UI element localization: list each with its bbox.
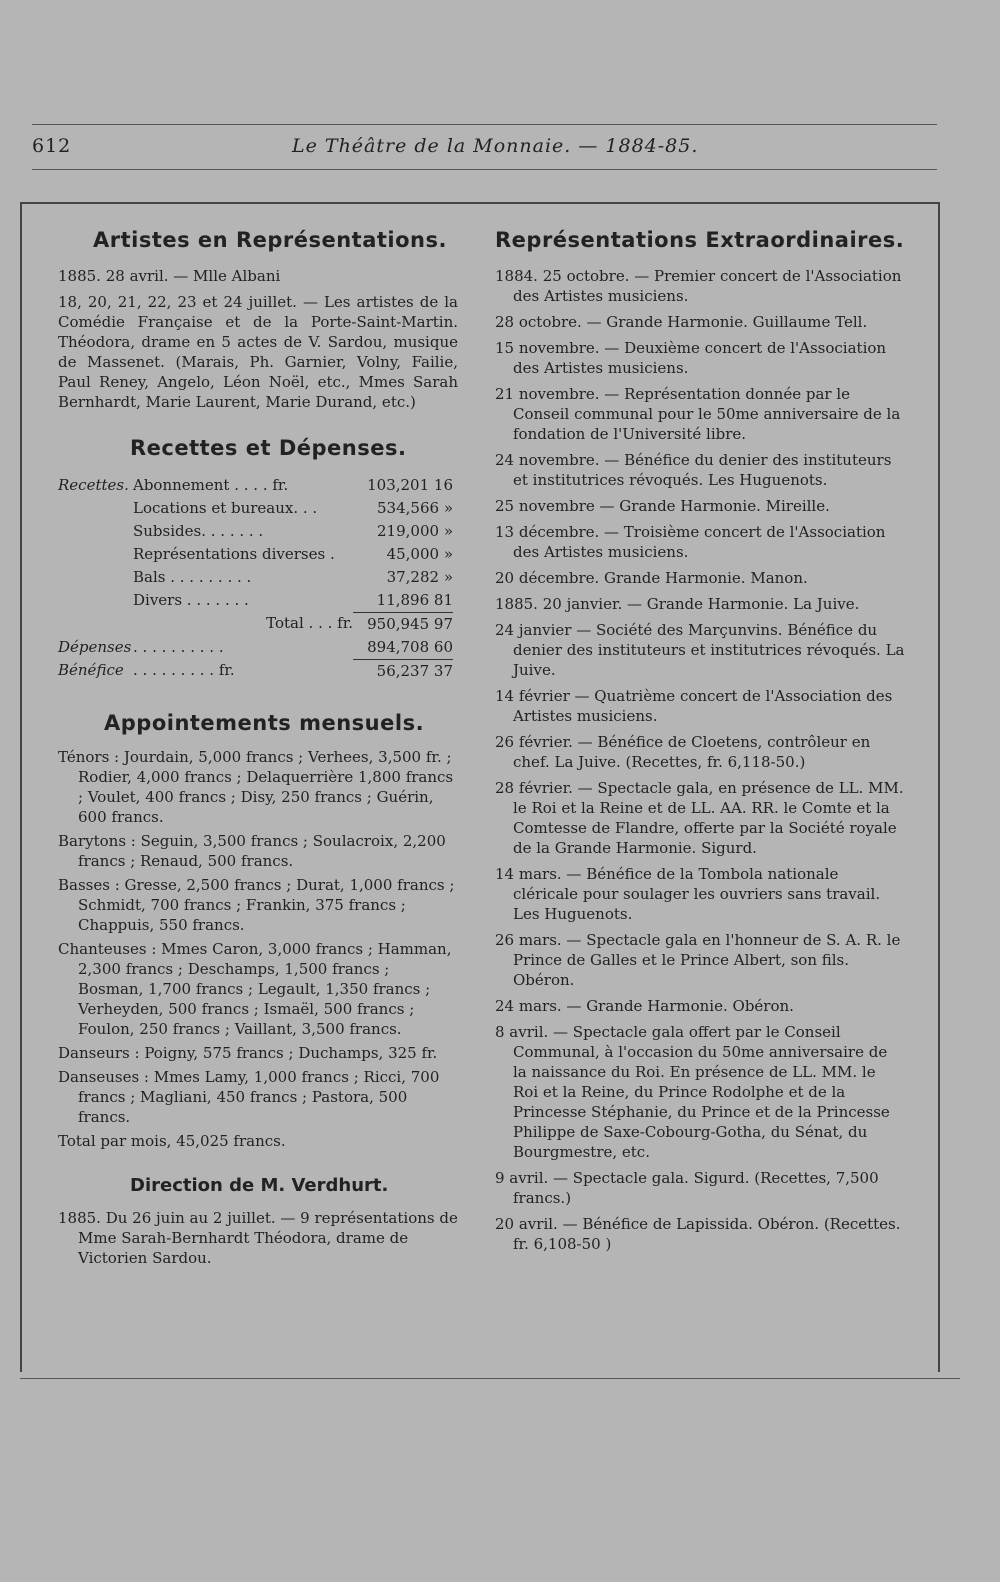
finance-label [58,589,133,612]
appointement-entry: Total par mois, 45,025 francs. [58,1132,286,1150]
representation-entry: 15 novembre. — Deuxième concert de l'Association des Artistes musiciens. [495,339,887,377]
appointement-entry: Chanteuses : Mmes Caron, 3,000 francs ; Hamman, 2,300 francs ; Deschamps, 1,500 francs ; Bosman, 1,700 francs ; Legault, 1,350 francs ; Verheyden, 500 francs ; Ismaël, 500 francs ; Foulon, 250 francs ; Vaillant, 3,500 francs. [58,940,452,1038]
representation-entry: 13 décembre. — Troisième concert de l'Association des Artistes musiciens. [495,523,886,561]
representation-entry: 8 avril. — Spectacle gala offert par le Conseil Communal, à l'occasion du 50me anniversaire de la naissance du Roi. En présence de LL. MM. le Roi et la Reine, du Prince Rodolphe et de la Princesse Stéphanie, du Prince et de la Princesse Philippe de Saxe-Cobourg-Gotha, du Sénat, du Bourgmestre, etc. [495,1023,890,1161]
finance-table [58,474,458,683]
artistes-heading: Artistes en Représentations. [93,228,447,252]
representation-entry: 21 novembre. — Représentation donnée par le Conseil communal pour le 50me anniversaire de la fondation de l'Université libre. [495,385,901,443]
appointement-entry: Barytons : Seguin, 3,500 francs ; Soulacroix, 2,200 francs ; Renaud, 500 francs. [58,832,446,870]
representation-entry: 24 mars. — Grande Harmonie. Obéron. [495,997,794,1015]
finance-value: 37,282 » [386,568,453,586]
finance-item: . . . . . . . . . . [133,638,224,656]
representation-entry: 1885. 20 janvier. — Grande Harmonie. La Juive. [495,595,860,613]
running-title: Le Théâtre de la Monnaie. — 1884-85. [292,135,699,157]
representation-entry: 1884. 25 octobre. — Premier concert de l'Association des Artistes musiciens. [495,267,902,305]
finance-value: 56,237 37 [353,659,453,683]
finance-label [58,497,133,520]
appointements-list [58,747,458,1151]
finance-item: Bals . . . . . . . . . [133,568,252,586]
finance-item: Représentations diverses . [133,545,335,563]
finance-item: . . . . . . . . . fr. [133,661,235,679]
finance-value: 11,896 81 [376,591,453,609]
finance-item: Total . . . fr. [266,614,353,632]
representation-entry: 28 octobre. — Grande Harmonie. Guillaume Tell. [495,313,868,331]
finance-label [58,612,133,636]
artistes-line-1: 1885. 28 avril. — Mlle Albani [58,267,281,285]
finance-label: Dépenses [58,638,132,656]
finance-value: 894,708 60 [367,638,453,656]
representation-entry: 24 janvier — Société des Marçunvins. Bénéfice du denier des instituteurs et institutrices révoqués. La Juive. [495,621,905,679]
bottom-rule [20,1378,960,1379]
representation-entry: 28 février. — Spectacle gala, en présence de LL. MM. le Roi et la Reine et de LL. AA. RR. le Comte et la Comtesse de Flandre, offerte par la Société royale de la Grande Harmonie. Sigurd. [495,779,904,857]
finance-value: 45,000 » [386,545,453,563]
appointement-entry: Ténors : Jourdain, 5,000 francs ; Verhees, 3,500 fr. ; Rodier, 4,000 francs ; Delaquerrière 1,800 francs ; Voulet, 400 francs ; Disy, 250 francs ; Guérin, 600 francs. [58,748,454,826]
finance-label [58,520,133,543]
artistes-line-2: 18, 20, 21, 22, 23 et 24 juillet. — Les artistes de la Comédie Française et de la Porte-Saint-Martin. Théodora, drame en 5 actes de V. Sardou, musique de Massenet. (Marais, Ph. Garnier, Volny, Failie, Paul Reney, Angelo, Léon Noël, etc., Mmes Sarah Bernhardt, Marie Laurent, Marie Durand, etc.) [58,293,458,411]
appointements-heading: Appointements mensuels. [104,711,425,735]
finance-item: Abonnement . . . . fr. [133,476,289,494]
representation-entry: 26 février. — Bénéfice de Cloetens, contrôleur en chef. La Juive. (Recettes, fr. 6,118-50.) [495,733,871,771]
finance-value: 534,566 » [377,499,453,517]
representation-entry: 20 avril. — Bénéfice de Lapissida. Obéron. (Recettes. fr. 6,108-50 ) [495,1215,901,1253]
appointement-entry: Danseuses : Mmes Lamy, 1,000 francs ; Ricci, 700 francs ; Magliani, 450 francs ; Pastora, 500 francs. [58,1068,440,1126]
representation-entry: 14 février — Quatrième concert de l'Association des Artistes musiciens. [495,687,893,725]
representation-entry: 20 décembre. Grande Harmonie. Manon. [495,569,808,587]
appointement-entry: Basses : Gresse, 2,500 francs ; Durat, 1,000 francs ; Schmidt, 700 francs ; Frankin, 375 francs ; Chappuis, 550 francs. [58,876,455,934]
recettes-heading: Recettes et Dépenses. [130,436,407,460]
extraordinaires-heading: Représentations Extraordinaires. [495,228,905,252]
finance-label: Bénéfice [58,661,124,679]
direction-heading: Direction de M. Verdhurt. [130,1175,389,1196]
finance-item: Subsides. . . . . . . [133,522,264,540]
representation-entry: 25 novembre — Grande Harmonie. Mireille. [495,497,830,515]
representation-entry: 9 avril. — Spectacle gala. Sigurd. (Recettes, 7,500 francs.) [495,1169,879,1207]
direction-text: 1885. Du 26 juin au 2 juillet. — 9 représentations de Mme Sarah-Bernhardt Théodora, drame de Victorien Sardou. [58,1209,458,1267]
finance-value: 950,945 97 [353,612,453,636]
finance-label [58,543,133,566]
finance-item: Locations et bureaux. . . [133,499,318,517]
representation-entry: 14 mars. — Bénéfice de la Tombola nationale cléricale pour soulager les ouvriers sans travail. Les Huguenots. [495,865,881,923]
finance-item: Divers . . . . . . . [133,591,249,609]
right-column [495,228,905,1260]
representation-entry: 26 mars. — Spectacle gala en l'honneur de S. A. R. le Prince de Galles et le Prince Albert, son fils. Obéron. [495,931,901,989]
appointement-entry: Danseurs : Poigny, 575 francs ; Duchamps, 325 fr. [58,1044,438,1062]
finance-label: Recettes. [58,476,129,494]
left-column [58,228,458,1268]
finance-value: 219,000 » [377,522,453,540]
representation-entry: 24 novembre. — Bénéfice du denier des instituteurs et institutrices révoqués. Les Huguenots. [495,451,892,489]
finance-label [58,566,133,589]
extraordinaires-list [495,266,905,1254]
page-number: 612 [32,135,72,157]
finance-value: 103,201 16 [367,476,453,494]
page-header [32,124,937,170]
